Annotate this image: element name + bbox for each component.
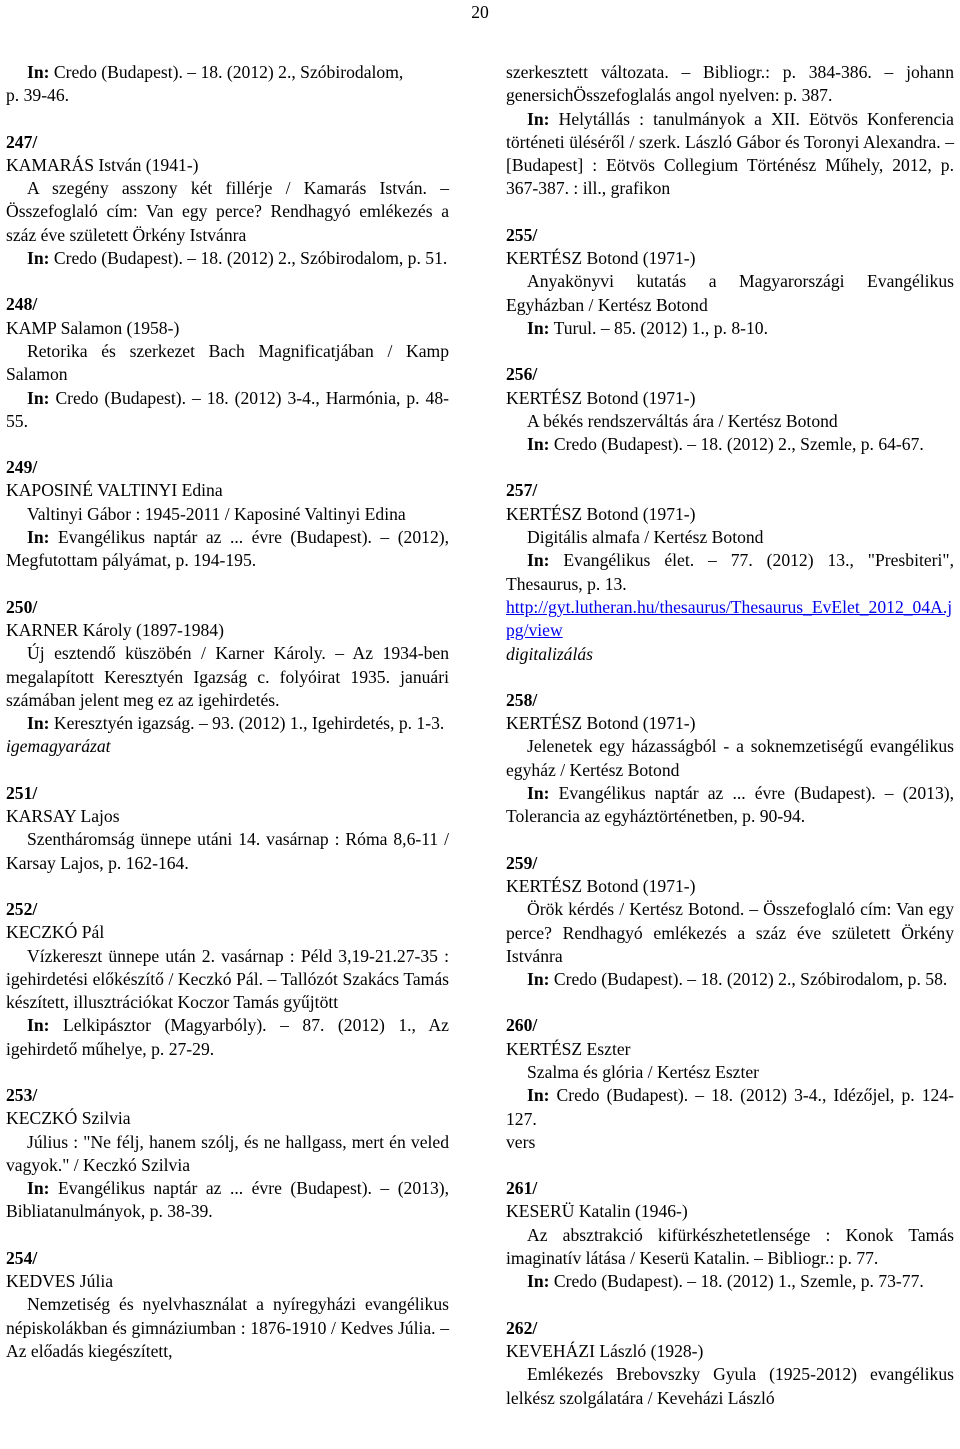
in-label: In: (27, 1015, 50, 1036)
entry-source (6, 526, 449, 573)
entry-number: 248/ (6, 294, 38, 315)
entry-number: 260/ (506, 1015, 538, 1036)
bib-entry-260 (506, 1014, 954, 1154)
source-text: Evangélikus naptár az ... évre (Budapest). – (2012), Megfutottam pályámat, p. 194-195. (6, 527, 449, 571)
bib-entry-259 (506, 852, 954, 992)
entry-title: Az absztrakció kifürkészhetetlensége : Konok Tamás imaginatív látása / Keserü Katalin. – Bibliogr.: p. 77. (506, 1224, 954, 1269)
entry-number: 249/ (6, 457, 38, 478)
entry-number: 258/ (506, 689, 538, 710)
entry-number: 254/ (6, 1247, 38, 1268)
entry-author: KARSAY Lajos (6, 806, 120, 827)
entry-author: KERTÉSZ Botond (1971-) (506, 713, 696, 734)
entry-source (506, 433, 954, 456)
entry-number: 255/ (506, 224, 538, 245)
entry-subject: vers (506, 1131, 536, 1152)
entry-title: Anyakönyvi kutatás a Magyarországi Evangélikus Egyházban / Kertész Botond (506, 271, 954, 315)
entry-number: 247/ (6, 131, 38, 152)
entry-author: KERTÉSZ Eszter (506, 1038, 631, 1059)
bib-entry-252 (6, 898, 449, 1061)
entry-number: 262/ (506, 1317, 538, 1338)
bib-entry-262 (506, 1317, 954, 1410)
entry-source (506, 1270, 954, 1293)
entry-subject: igemagyarázat (6, 736, 111, 757)
source-text: Helytállás : tanulmányok a XII. Eötvös Konferencia történeti üléséről / szerk. László Gábor és Toronyi Alexandra. – [Budapest] : Eötvös Collegium Történész Műhely, 2012, p. 367-387. : ill., grafikon (506, 108, 954, 199)
in-label: In: (27, 387, 50, 408)
entry-title: Új esztendő küszöbén / Karner Károly. – Az 1934-ben megalapított Keresztyén Igazság c. folyóirat 1935. januári számában jelent meg ez az igehirdetés. (6, 643, 449, 710)
bib-entry-247 (6, 131, 449, 271)
bib-entry-257 (506, 479, 954, 665)
in-label: In: (527, 969, 550, 990)
in-label: In: (27, 62, 50, 82)
entry-title: Nemzetiség és nyelvhasználat a nyíregyházi evangélikus népiskolákban és gimnáziumban : 1876-1910 / Kedves Júlia. – Az előadás kiegészített, (6, 1294, 449, 1361)
bib-entry-253 (6, 1084, 449, 1224)
entry-title: A békés rendszerváltás ára / Kertész Botond (527, 410, 838, 431)
bib-entry-261 (506, 1177, 954, 1293)
entry-author: KERTÉSZ Botond (1971-) (506, 875, 696, 896)
entry-title: Szentháromság ünnepe utáni 14. vasárnap : Róma 8,6-11 / Karsay Lajos, p. 162-164. (6, 829, 449, 873)
entry-source (506, 317, 954, 340)
entry-author: KECZKÓ Szilvia (6, 1108, 131, 1129)
bib-entry-250 (6, 596, 449, 759)
bib-entry-248 (6, 293, 449, 433)
in-label: In: (527, 434, 550, 455)
entry-title: Digitális almafa / Kertész Botond (527, 527, 764, 548)
entry-source (6, 1014, 449, 1061)
entry-title: Retorika és szerkezet Bach Magnificatjában / Kamp Salamon (6, 340, 449, 385)
entry-author: KEVEHÁZI László (1928-) (506, 1340, 704, 1361)
entry-link[interactable]: http://gyt.lutheran.hu/thesaurus/Thesaurus_EvElet_2012_04A.jpg/view (506, 596, 953, 641)
entry-title: Szalma és glória / Kertész Eszter (527, 1061, 760, 1082)
in-label: In: (527, 550, 550, 571)
bib-entry-255 (506, 224, 954, 340)
source-text: Turul. – 85. (2012) 1., p. 8-10. (549, 317, 768, 338)
source-text: Evangélikus élet. – 77. (2012) 13., "Presbiteri", Thesaurus, p. 13. (506, 550, 954, 594)
entry-source (6, 247, 449, 270)
source-text: Credo (Budapest). – 18. (2012) 3-4., Harmónia, p. 48-55. (6, 387, 449, 431)
entry-author: KESERÜ Katalin (1946-) (506, 1201, 688, 1222)
in-label: In: (527, 108, 550, 129)
entry-author: KERTÉSZ Botond (1971-) (506, 387, 696, 408)
bib-entry-258 (506, 689, 954, 829)
source-text: Credo (Budapest). – 18. (2012) 3-4., Idézőjel, p. 124-127. (506, 1085, 954, 1129)
source-text: Credo (Budapest). – 18. (2012) 2., Szóbirodalom, p. 58. (549, 969, 948, 990)
entry-number: 256/ (506, 364, 538, 385)
source-text: Keresztyén igazság. – 93. (2012) 1., Igehirdetés, p. 1-3. (49, 713, 445, 734)
bib-entry-254 (6, 1247, 449, 1363)
source-text: Credo (Budapest). – 18. (2012) 2., Szemle, p. 64-67. (549, 434, 924, 455)
source-text: Credo (Budapest). – 18. (2012) 2., Szóbirodalom, p. 51. (49, 248, 448, 269)
source: Credo (Budapest). – 18. (2012) 2., Szóbirodalom, (49, 62, 404, 82)
entry-source (6, 387, 449, 434)
source-text: Lelkipásztor (Magyarbóly). – 87. (2012) 1., Az igehirdető műhelye, p. 27-29. (6, 1015, 449, 1059)
entry-title: Emlékezés Brebovszky Gyula (1925-2012) evangélikus lelkész szolgálatára / Keveházi László (506, 1364, 954, 1408)
left-column (6, 61, 449, 1363)
in-label: In: (27, 248, 50, 269)
entry-number: 250/ (6, 596, 38, 617)
source-text: Evangélikus naptár az ... évre (Budapest). – (2013), Bibliatanulmányok, p. 38-39. (6, 1178, 449, 1222)
entry-title: Örök kérdés / Kertész Botond. – Összefoglaló cím: Van egy perce? Rendhagyó emlékezés a száz éve született Örkény Istvánra (506, 899, 954, 966)
entry-number: 252/ (6, 898, 38, 919)
in-label: In: (527, 317, 550, 338)
in-label: In: (527, 783, 550, 804)
entry-subject: digitalizálás (506, 643, 594, 664)
entry-title: Valtinyi Gábor : 1945-2011 / Kaposiné Valtinyi Edina (27, 503, 406, 524)
entry-title: A szegény asszony két fillérje / Kamarás István. – Összefoglaló cím: Van egy perce? Rendhagyó emlékezés a száz éve született Örkény Istvánra (6, 178, 449, 245)
entry-title: Július : "Ne félj, hanem szólj, és ne hallgass, mert én veled vagyok." / Keczkó Szilvia (6, 1131, 449, 1175)
entry-source (6, 1177, 449, 1224)
right-column (506, 61, 954, 1410)
in-label: In: (27, 713, 50, 734)
in-label: In: (527, 1271, 550, 1292)
entry-source (506, 549, 954, 596)
entry-number: 261/ (506, 1178, 538, 1199)
bib-entry-251 (6, 782, 449, 875)
entry-title: Jelenetek egy házasságból - a soknemzetiségű evangélikus egyház / Kertész Botond (506, 736, 954, 780)
entry-author: KECZKÓ Pál (6, 922, 105, 943)
entry-author: KAPOSINÉ VALTINYI Edina (6, 480, 223, 501)
in-label: In: (27, 527, 50, 548)
entry-author: KAMARÁS István (1941-) (6, 154, 199, 175)
bib-entry-249 (6, 456, 449, 572)
entry-source (506, 968, 954, 991)
page-number: 20 (471, 2, 489, 22)
entry-author: KEDVES Júlia (6, 1271, 114, 1292)
continued-text: szerkesztett változata. – Bibliogr.: p. 384-386. – johann genersichÖsszefoglalás angol nyelven: p. 387. (506, 62, 954, 106)
entry-number: 259/ (506, 852, 538, 873)
entry-author: KAMP Salamon (1958-) (6, 317, 180, 338)
entry-author: KERTÉSZ Botond (1971-) (506, 248, 696, 269)
source-text: Credo (Budapest). – 18. (2012) 1., Szemle, p. 73-77. (549, 1271, 924, 1292)
source-pages: p. 39-46. (6, 85, 70, 106)
entry-number: 253/ (6, 1084, 38, 1105)
entry-source (6, 712, 449, 735)
entry-source (506, 1084, 954, 1131)
entry-continuation (506, 61, 954, 201)
entry-title: Vízkereszt ünnepe után 2. vasárnap : Péld 3,19-21.27-35 : igehirdetési előkészítő / Keczkó Pál. – Tallózót Szakács Tamás készített, illusztrációkat Koczor Tamás gyűjtött (6, 945, 449, 1013)
entry-source (506, 782, 954, 829)
in-label: In: (527, 1085, 550, 1106)
entry-author: KERTÉSZ Botond (1971-) (506, 503, 696, 524)
in-label: In: (27, 1178, 50, 1199)
entry-continuation (6, 61, 449, 84)
bib-entry-256 (506, 363, 954, 456)
entry-author: KARNER Károly (1897-1984) (6, 619, 224, 640)
entry-number: 251/ (6, 782, 38, 803)
source-text: Evangélikus naptár az ... évre (Budapest). – (2013), Tolerancia az egyháztörténetben, p. 90-94. (506, 783, 954, 827)
entry-number: 257/ (506, 480, 538, 501)
entry-source (506, 108, 954, 201)
